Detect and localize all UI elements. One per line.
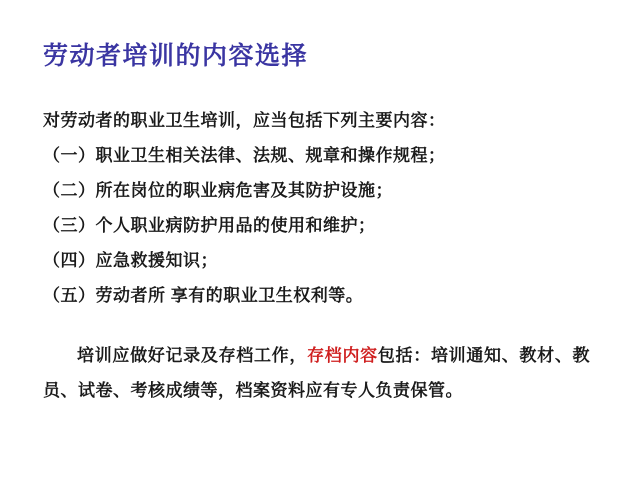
closing-paragraph-part1: 培训应做好记录及存档工作， xyxy=(77,346,308,365)
list-item: （五）劳动者所 享有的职业卫生权利等。 xyxy=(43,286,364,305)
list-item: （三）个人职业病防护用品的使用和维护； xyxy=(43,216,376,235)
list-item: （一）职业卫生相关法律、法规、规章和操作规程； xyxy=(43,146,446,165)
content-list xyxy=(43,138,590,313)
list-item: （二）所在岗位的职业病危害及其防护设施； xyxy=(43,181,393,200)
archive-content-highlight: 存档内容 xyxy=(307,346,378,365)
slide-title: 劳动者培训的内容选择 xyxy=(43,42,309,70)
closing-paragraph xyxy=(43,338,590,408)
closing-paragraph-part2: 包括：培训通知、教材、教员、试卷、考核成绩等，档案资料应有专人负责保管。 xyxy=(43,346,591,400)
list-item: （四）应急救援知识； xyxy=(43,251,218,270)
intro-text: 对劳动者的职业卫生培训，应当包括下列主要内容： xyxy=(43,111,446,130)
